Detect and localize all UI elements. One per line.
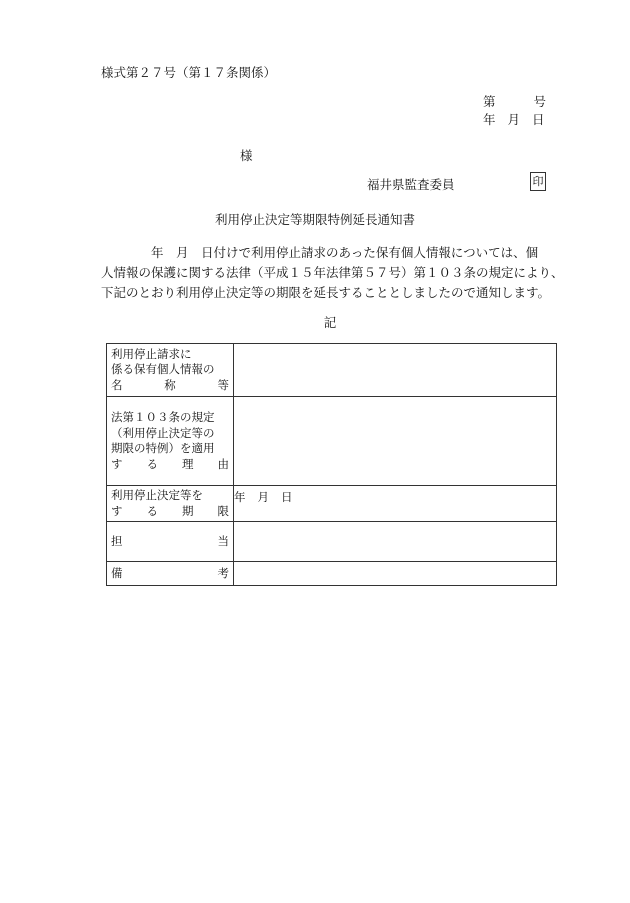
value-person-in-charge[interactable] — [234, 522, 557, 562]
deadline-year: 年 — [234, 490, 246, 504]
label-line: 利用停止決定等を — [111, 488, 203, 502]
date-year: 年 — [483, 112, 496, 127]
value-target-info[interactable] — [234, 344, 557, 397]
table-row — [107, 397, 557, 486]
label-char: 期 — [182, 503, 194, 518]
value-reason[interactable] — [234, 397, 557, 486]
label-line: 法第１０３条の規定 — [111, 410, 215, 424]
date-day: 日 — [532, 112, 545, 127]
label-char: 称 — [164, 377, 176, 392]
details-table — [106, 343, 557, 586]
label-line-spread — [111, 457, 229, 473]
doc-number-label-go: 号 — [533, 94, 547, 109]
body-line-1: 年 月 日付けで利用停止請求のあった保有個人情報については、個 — [151, 245, 539, 260]
label-char: す — [111, 503, 123, 518]
date-month: 月 — [507, 112, 521, 127]
value-remarks[interactable] — [234, 562, 557, 586]
label-char: 限 — [217, 503, 229, 518]
seal-mark: 印 — [530, 172, 546, 191]
label-char: す — [111, 456, 123, 471]
document-number — [483, 92, 546, 110]
table-row — [107, 344, 557, 397]
label-line-spread — [111, 504, 229, 520]
body-paragraph — [101, 243, 569, 303]
form-number: 様式第２７号（第１７条関係） — [101, 65, 277, 80]
sender-name: 福井県監査委員 — [367, 177, 455, 192]
label-char: 考 — [217, 565, 229, 580]
label-line: 期限の特例）を適用 — [111, 441, 215, 455]
body-line-3: 下記のとおり利用停止決定等の期限を延長することとしましたので通知します。 — [101, 285, 551, 300]
label-reason — [107, 397, 234, 486]
label-char: る — [146, 503, 158, 518]
label-char: 当 — [217, 533, 229, 548]
label-deadline — [107, 486, 234, 522]
label-char: 備 — [111, 565, 123, 580]
label-line: 利用停止請求に — [111, 346, 192, 361]
addressee-suffix: 様 — [240, 148, 253, 163]
doc-number-label-dai: 第 — [483, 94, 496, 109]
label-char: 等 — [217, 377, 229, 392]
ki-heading: 記 — [323, 315, 337, 330]
label-person-in-charge — [107, 522, 234, 562]
label-char: 理 — [182, 456, 194, 471]
table-row — [107, 562, 557, 586]
label-remarks — [107, 562, 234, 586]
label-char: る — [146, 456, 158, 471]
table-row — [107, 522, 557, 562]
label-target-info — [107, 344, 234, 397]
label-char: 由 — [217, 456, 229, 471]
label-line-spread — [111, 566, 229, 582]
label-char: 名 — [111, 377, 123, 392]
document-title: 利用停止決定等期限特例延長通知書 — [214, 212, 415, 227]
document-date — [483, 110, 545, 128]
label-char: 担 — [111, 533, 123, 548]
label-line-spread — [111, 534, 229, 550]
body-line-2: 人情報の保護に関する法律（平成１５年法律第５７号）第１０３条の規定により、 — [101, 265, 564, 280]
label-line: 係る保有個人情報の — [111, 362, 215, 377]
label-line: （利用停止決定等の — [111, 425, 215, 440]
deadline-day: 日 — [281, 490, 293, 504]
value-deadline[interactable] — [234, 486, 557, 522]
table-row — [107, 486, 557, 522]
deadline-month: 月 — [257, 490, 269, 504]
label-line-spread — [111, 378, 229, 394]
